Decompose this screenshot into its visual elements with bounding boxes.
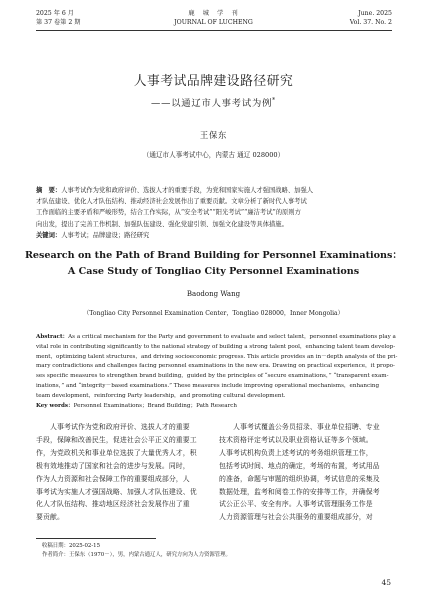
- body-column-left: [36, 421, 207, 524]
- subtitle-footnote-mark: *: [272, 97, 276, 104]
- abstract-cn: [36, 185, 392, 241]
- body-line: 试公正公平、安全有序。人事考试管理服务工作是: [219, 500, 373, 509]
- body-line: 作，为党政机关和事业单位选拔了大量优秀人才，积: [36, 448, 197, 457]
- affiliation-cn: （通辽市人事考试中心，内蒙古 通辽 028000）: [142, 151, 285, 159]
- body-line: 的准备，命题与审题的组织协调，考试信息的采集及: [219, 474, 380, 483]
- page-number: 45: [381, 578, 391, 587]
- body-column-right: [219, 421, 392, 524]
- body-line: 数据处理，监考和阅卷工作的安排等工作，并确保考: [219, 487, 380, 496]
- title-en-line2: A Case Study of Tongliao City Personnel Examinations: [67, 266, 360, 277]
- abstract-en-line: ses specific measures to strengthen brand building，guided by the principles of “secure examinations，” “transparent exam-: [36, 373, 389, 380]
- subtitle-cn: [0, 95, 427, 110]
- footnote: [42, 542, 231, 559]
- abstract-cn-line: 人事考试作为党和政府评价、选拔人才的重要手段，为党和国家实施人才强国战略、加强人: [61, 187, 314, 194]
- abstract-cn-line: 工作面临的主要矛盾和严峻形势，结合工作实际，从“安全考试”“阳光考试”“廉洁考试”的原则方: [36, 209, 301, 217]
- footnote-author-bio: 作者简介：王保东（1970－），男，内蒙古通辽人，研究方向为人力资源管理。: [42, 551, 231, 558]
- body-line: 手段，保障和改善民生，促进社会公平正义的重要工: [36, 435, 197, 444]
- body-line: 人事考试作为党和政府评价、选拔人才的重要: [36, 423, 190, 431]
- keywords-en: Personnel Examinations；Brand Building；Path Research: [73, 402, 237, 409]
- body-line: 事考试为实施人才强国战略、加强人才队伍建设、优: [36, 487, 197, 496]
- abstract-en-line: ment，optimizing talent structures，and driving socioeconomic progress. This article provides an in－depth analysis of the pri-: [36, 353, 398, 360]
- body-line: 极有效地推动了国家和社会的进步与发展。同时，: [36, 461, 190, 470]
- affiliation-en: （Tongliao City Personnel Examination Center，Tongliao 028000，Inner Mongolia）: [83, 310, 344, 317]
- abstract-en-line: As a critical mechanism for the Party and government to evaluate and select talent，personnel examinations play a: [68, 334, 396, 340]
- header-rule: [36, 30, 392, 31]
- keywords-en-label: Key words：: [36, 402, 74, 409]
- author-en: Baodong Wang: [186, 290, 241, 298]
- footnote-rule: [36, 538, 156, 539]
- abstract-cn-line: 才队伍建设、优化人才队伍结构、推动经济社会发展作出了重要贡献。文章分析了新时代人事考试: [36, 198, 307, 206]
- header-journal-en: JOURNAL OF LUCHENG: [174, 19, 253, 26]
- title-cn: 人事考试品牌建设路径研究: [133, 74, 294, 89]
- abstract-en: [36, 333, 398, 411]
- body-line: 包括考试时间、地点的确定，考场的布置，考试用品: [219, 461, 380, 470]
- header-date-en: June. 2025: [358, 10, 392, 17]
- abstract-en-line: inations，” and “integrity－based examinations.” These measures include improving operational mechanisms，enhancing: [36, 382, 380, 389]
- body-line: 人力资源管理与社会公共服务的重要组成部分，对: [219, 513, 373, 522]
- header-journal-cn: 鹿 城 学 刊: [188, 10, 239, 17]
- abstract-cn-line: 向出发，提出了完善工作机制、加强队伍建设、强化党建引领、加强文化建设等具体措施。: [36, 220, 288, 228]
- body-line: 化人才队伍结构、推动地区经济社会发展作出了重: [36, 500, 190, 509]
- body-line: 人事考试机构负责上述考试的考务组织管理工作，: [219, 448, 373, 457]
- header-date-cn: 2025 年 6 月: [36, 10, 74, 17]
- abstract-en-line: mary contradictions and challenges facing personnel examinations in the new era. Drawing on practical experience，it propo-: [36, 363, 395, 370]
- keywords-cn: 人事考试；品牌建设；路径研究: [61, 231, 150, 239]
- title-en-line1: Research on the Path of Brand Building for Personnel Examinations：: [24, 250, 403, 261]
- author-cn: 王保东: [199, 130, 228, 140]
- footnote-received: 收稿日期：2025-02-15: [42, 543, 101, 549]
- abstract-en-line: vital role in contributing significantly to the national strategy of building a strong talent pool，enhancing talent team develop-: [36, 343, 396, 350]
- keywords-cn-label: 关键词：: [36, 231, 62, 239]
- header-volume-cn: 第 37 卷第 2 期: [36, 19, 81, 26]
- abstract-en-line: team development，reinforcing Party leadership，and promoting cultural development.: [36, 392, 286, 399]
- subtitle-cn-text: ——以通辽市人事考试为例: [151, 98, 273, 110]
- body-line: 要贡献。: [36, 513, 64, 522]
- body-line: 技术资格评定考试以及职业资格认证等多个领域。: [219, 435, 373, 444]
- abstract-cn-label: 摘 要：: [36, 187, 62, 194]
- body-line: 作为人力资源和社会保障工作的重要组成部分，人: [36, 474, 190, 483]
- body-line: 人事考试覆盖公务员招录、事业单位招聘、专业: [219, 423, 380, 431]
- abstract-en-label: Abstract：: [36, 334, 69, 340]
- header-volume-en: Vol. 37. No. 2: [349, 19, 392, 26]
